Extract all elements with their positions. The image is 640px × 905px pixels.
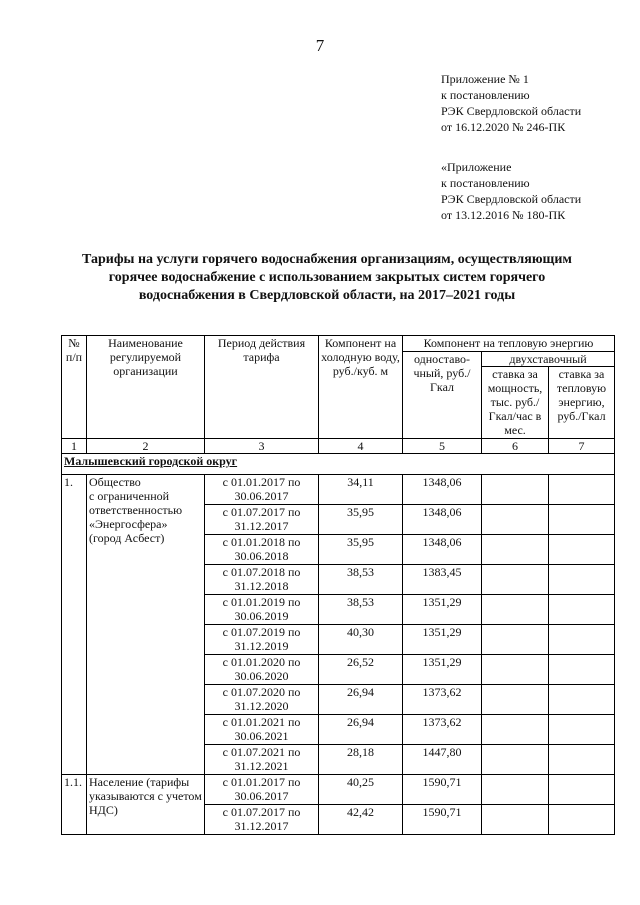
single-rate-value: 1351,29 bbox=[403, 625, 482, 655]
tariff-table bbox=[61, 335, 615, 835]
cold-water-component: 40,25 bbox=[319, 775, 403, 805]
column-number: 4 bbox=[319, 439, 403, 454]
cold-water-component: 40,30 bbox=[319, 625, 403, 655]
column-number: 7 bbox=[549, 439, 615, 454]
cold-water-component: 28,18 bbox=[319, 745, 403, 775]
capacity-rate-value bbox=[482, 805, 549, 835]
cold-water-component: 38,53 bbox=[319, 595, 403, 625]
single-rate-value: 1348,06 bbox=[403, 535, 482, 565]
cold-water-component: 38,53 bbox=[319, 565, 403, 595]
appendix-line: от 16.12.2020 № 246-ПК bbox=[441, 120, 566, 134]
org-name: Население (тарифы указываются с учетом НДС) bbox=[87, 775, 205, 835]
capacity-rate-value bbox=[482, 745, 549, 775]
capacity-rate-value bbox=[482, 685, 549, 715]
appendix-line: к постановлению bbox=[441, 176, 530, 190]
energy-rate-value bbox=[549, 655, 615, 685]
page-number: 7 bbox=[315, 36, 325, 55]
document-title: Тарифы на услуги горячего водоснабжения организациям, осуществляющим горячее водоснабжение с использованием закрытых систем горячего водоснабжения в Свердловской области, на 2017–2021 годы bbox=[82, 252, 572, 303]
tariff-period: с 01.07.2017 по 31.12.2017 bbox=[205, 805, 319, 835]
header-cold-water: Компонент на холодную воду, руб./куб. м bbox=[319, 336, 403, 439]
single-rate-value: 1348,06 bbox=[403, 475, 482, 505]
header-period: Период действия тарифа bbox=[205, 336, 319, 439]
single-rate-value: 1373,62 bbox=[403, 715, 482, 745]
capacity-rate-value bbox=[482, 655, 549, 685]
tariff-period: с 01.07.2020 по 31.12.2020 bbox=[205, 685, 319, 715]
column-number: 2 bbox=[87, 439, 205, 454]
energy-rate-value bbox=[549, 475, 615, 505]
org-number: 1.1. bbox=[62, 775, 87, 835]
column-number-row bbox=[62, 439, 615, 454]
capacity-rate-value bbox=[482, 535, 549, 565]
capacity-rate-value bbox=[482, 505, 549, 535]
tariff-row bbox=[62, 775, 615, 805]
energy-rate-value bbox=[549, 625, 615, 655]
single-rate-value: 1373,62 bbox=[403, 685, 482, 715]
capacity-rate-value bbox=[482, 715, 549, 745]
district-row bbox=[62, 454, 615, 475]
energy-rate-value bbox=[549, 685, 615, 715]
appendix-line: РЭК Свердловской области bbox=[441, 192, 582, 206]
header-heat-component: Компонент на тепловую энергию bbox=[403, 336, 615, 352]
header-num: № п/п bbox=[62, 336, 87, 439]
energy-rate-value bbox=[549, 775, 615, 805]
tariff-period: с 01.01.2019 по 30.06.2019 bbox=[205, 595, 319, 625]
tariff-period: с 01.07.2018 по 31.12.2018 bbox=[205, 565, 319, 595]
appendix-line: «Приложение bbox=[441, 160, 512, 174]
capacity-rate-value bbox=[482, 625, 549, 655]
column-number: 1 bbox=[62, 439, 87, 454]
single-rate-value: 1447,80 bbox=[403, 745, 482, 775]
energy-rate-value bbox=[549, 565, 615, 595]
org-number: 1. bbox=[62, 475, 87, 775]
column-number: 5 bbox=[403, 439, 482, 454]
appendix-line: к постановлению bbox=[441, 88, 530, 102]
district-name: Малышевский городской округ bbox=[62, 454, 615, 475]
cold-water-component: 35,95 bbox=[319, 535, 403, 565]
capacity-rate-value bbox=[482, 595, 549, 625]
appendix-line: Приложение № 1 bbox=[441, 72, 529, 86]
tariff-period: с 01.07.2019 по 31.12.2019 bbox=[205, 625, 319, 655]
energy-rate-value bbox=[549, 805, 615, 835]
tariff-period: с 01.01.2017 по 30.06.2017 bbox=[205, 775, 319, 805]
header-org: Наименование регулируемой организации bbox=[87, 336, 205, 439]
energy-rate-value bbox=[549, 595, 615, 625]
energy-rate-value bbox=[549, 535, 615, 565]
appendix-line: от 13.12.2016 № 180-ПК bbox=[441, 208, 566, 222]
tariff-period: с 01.01.2017 по 30.06.2017 bbox=[205, 475, 319, 505]
appendix-original-header bbox=[441, 159, 581, 223]
single-rate-value: 1383,45 bbox=[403, 565, 482, 595]
tariff-period: с 01.01.2021 по 30.06.2021 bbox=[205, 715, 319, 745]
cold-water-component: 42,42 bbox=[319, 805, 403, 835]
single-rate-value: 1348,06 bbox=[403, 505, 482, 535]
appendix-current-header bbox=[441, 71, 581, 135]
cold-water-component: 34,11 bbox=[319, 475, 403, 505]
energy-rate-value bbox=[549, 745, 615, 775]
cold-water-component: 35,95 bbox=[319, 505, 403, 535]
capacity-rate-value bbox=[482, 475, 549, 505]
capacity-rate-value bbox=[482, 565, 549, 595]
energy-rate-value bbox=[549, 505, 615, 535]
energy-rate-value bbox=[549, 715, 615, 745]
cold-water-component: 26,94 bbox=[319, 685, 403, 715]
header-capacity-rate: ставка за мощность, тыс. руб./Гкал/час в мес. bbox=[482, 367, 549, 439]
cold-water-component: 26,94 bbox=[319, 715, 403, 745]
cold-water-component: 26,52 bbox=[319, 655, 403, 685]
single-rate-value: 1590,71 bbox=[403, 805, 482, 835]
tariff-period: с 01.01.2020 по 30.06.2020 bbox=[205, 655, 319, 685]
tariff-period: с 01.01.2018 по 30.06.2018 bbox=[205, 535, 319, 565]
single-rate-value: 1351,29 bbox=[403, 655, 482, 685]
header-energy-rate: ставка за тепловую энергию, руб./Гкал bbox=[549, 367, 615, 439]
single-rate-value: 1351,29 bbox=[403, 595, 482, 625]
appendix-line: РЭК Свердловской области bbox=[441, 104, 582, 118]
column-number: 6 bbox=[482, 439, 549, 454]
tariff-row bbox=[62, 475, 615, 505]
org-name: Общество с ограниченной ответственностью «Энергосфера» (город Асбест) bbox=[87, 475, 205, 775]
tariff-period: с 01.07.2017 по 31.12.2017 bbox=[205, 505, 319, 535]
header-two-rate: двухставочный bbox=[482, 352, 615, 367]
header-single-rate: одноставо-чный, руб./Гкал bbox=[403, 352, 482, 439]
tariff-period: с 01.07.2021 по 31.12.2021 bbox=[205, 745, 319, 775]
column-number: 3 bbox=[205, 439, 319, 454]
capacity-rate-value bbox=[482, 775, 549, 805]
single-rate-value: 1590,71 bbox=[403, 775, 482, 805]
